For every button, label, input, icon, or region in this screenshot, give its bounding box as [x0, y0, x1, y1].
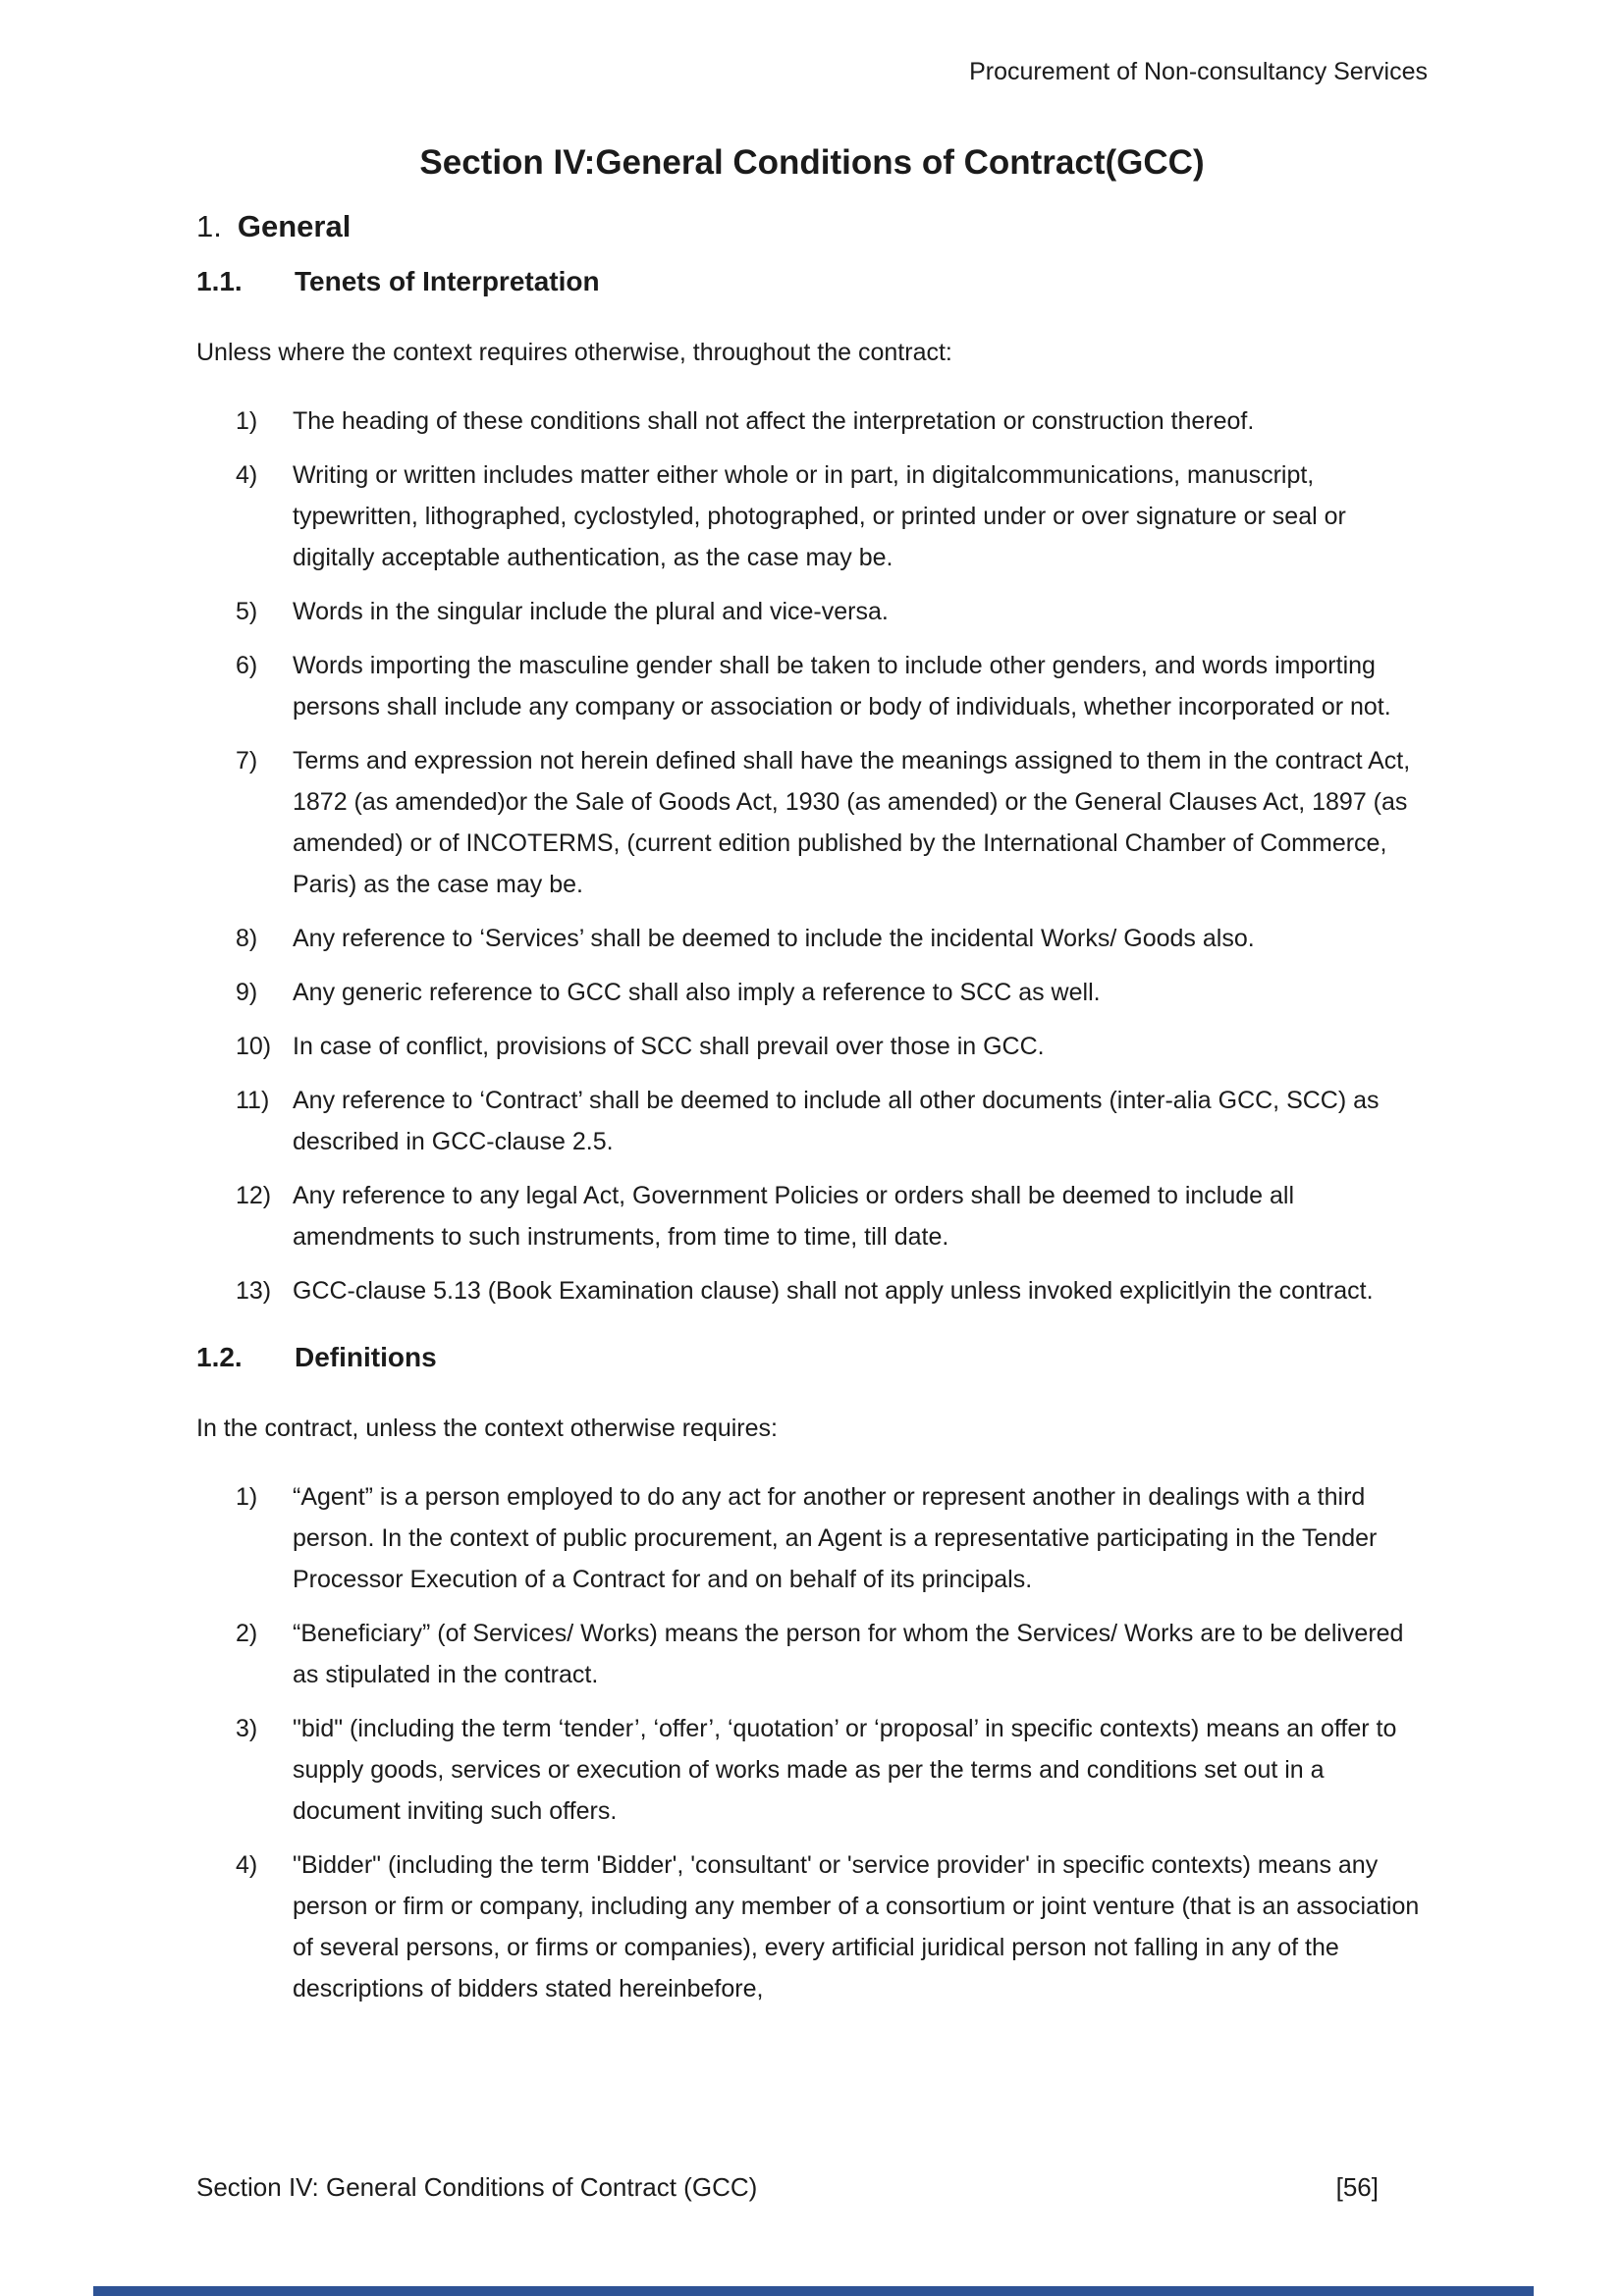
list-item-number: 10) — [236, 1033, 272, 1060]
subsection-1-1-title: Tenets of Interpretation — [295, 266, 600, 296]
subsection-1-1-number: 1.1. — [196, 266, 243, 296]
section-1-title: General — [237, 209, 352, 243]
document-title: Section IV:General Conditions of Contract(GCC) — [419, 143, 1205, 182]
list-item — [196, 1476, 1428, 1600]
list-item-text: "Bidder" (including the term 'Bidder', 'consultant' or 'service provider' in specific contexts) means any person or firm or company, including any member of a consortium or joint venture (that is an association of several persons, or firms or companies), every artificial juridical person not falling in any of the descriptions of bidders stated hereinbefore, — [293, 1851, 1420, 2002]
list-item-number: 5) — [236, 598, 258, 625]
list-item-number: 6) — [236, 652, 258, 679]
list-item-text: “Beneficiary” (of Services/ Works) means the person for whom the Services/ Works are to be delivered as stipulated in the contract. — [293, 1620, 1404, 1688]
footer-page-number: [56] — [1335, 2172, 1379, 2202]
list-item-text: Any reference to ‘Contract’ shall be deemed to include all other documents (inter-alia GCC, SCC) as described in GCC-clause 2.5. — [293, 1087, 1380, 1155]
list-item — [196, 400, 1428, 442]
list-item — [196, 1270, 1428, 1311]
list-item-number: 7) — [236, 747, 258, 774]
list-item-number: 2) — [236, 1620, 258, 1647]
list-item-number: 4) — [236, 461, 258, 489]
section-1-heading — [196, 208, 1428, 245]
list-item-text: “Agent” is a person employed to do any act for another or represent another in dealings with a third person. In the context of public procurement, an Agent is a representative participating in the Tender Processor Execution of a Contract for and on behalf of its principals. — [293, 1483, 1378, 1593]
list-item-text: The heading of these conditions shall not affect the interpretation or construction thereof. — [293, 407, 1255, 435]
subsection-1-1-intro: Unless where the context requires otherwise, throughout the contract: — [196, 339, 952, 366]
list-item-number: 12) — [236, 1182, 272, 1209]
list-item — [196, 591, 1428, 632]
list-item-text: Terms and expression not herein defined shall have the meanings assigned to them in the contract Act, 1872 (as amended)or the Sale of Goods Act, 1930 (as amended) or the General Clauses Act, 1897 (as amended) or of INCOTERMS, (current edition published by the International Chamber of Commerce, Paris) as the case may be. — [293, 747, 1411, 898]
subsection-1-2-intro: In the contract, unless the context otherwise requires: — [196, 1415, 778, 1442]
list-item — [196, 645, 1428, 727]
list-item-number: 11) — [236, 1087, 270, 1114]
list-item-number: 1) — [236, 407, 258, 435]
definitions-list — [196, 1476, 1428, 2009]
list-item — [196, 972, 1428, 1013]
list-item — [196, 918, 1428, 959]
footer-section-title: Section IV: General Conditions of Contract (GCC) — [196, 2172, 758, 2202]
list-item — [196, 1844, 1428, 2009]
list-item — [196, 740, 1428, 905]
subsection-1-2-title: Definitions — [295, 1342, 437, 1372]
list-item-text: In case of conflict, provisions of SCC shall prevail over those in GCC. — [293, 1033, 1045, 1060]
list-item-text: Any generic reference to GCC shall also imply a reference to SCC as well. — [293, 979, 1101, 1006]
list-item-number: 1) — [236, 1483, 258, 1511]
section-1-number: 1. — [196, 209, 222, 243]
list-item — [196, 1175, 1428, 1257]
list-item — [196, 1708, 1428, 1832]
subsection-1-2-heading — [196, 1341, 1428, 1374]
bottom-blue-bar — [93, 2286, 1534, 2296]
subsection-1-2-number: 1.2. — [196, 1342, 243, 1372]
page-header — [196, 57, 1428, 86]
tenets-list — [196, 400, 1428, 1311]
list-item-text: Any reference to any legal Act, Government Policies or orders shall be deemed to include all amendments to such instruments, from time to time, till date. — [293, 1182, 1294, 1251]
list-item-text: Words in the singular include the plural and vice-versa. — [293, 598, 889, 625]
list-item-text: "bid" (including the term ‘tender’, ‘offer’, ‘quotation’ or ‘proposal’ in specific contexts) means an offer to supply goods, services or execution of works made as per the terms and conditions set out in a document inviting such offers. — [293, 1715, 1397, 1825]
list-item — [196, 1080, 1428, 1162]
list-item-text: Words importing the masculine gender shall be taken to include other genders, and words importing persons shall include any company or association or body of individuals, whether incorporated or not. — [293, 652, 1391, 721]
list-item-number: 4) — [236, 1851, 258, 1879]
list-item-text: Any reference to ‘Services’ shall be deemed to include the incidental Works/ Goods also. — [293, 925, 1255, 952]
list-item-number: 3) — [236, 1715, 258, 1742]
list-item-text: Writing or written includes matter either whole or in part, in digitalcommunications, manuscript, typewritten, lithographed, cyclostyled, photographed, or printed under or over signature or seal or digitally acceptable authentication, as the case may be. — [293, 461, 1346, 571]
list-item — [196, 1026, 1428, 1067]
list-item-number: 13) — [236, 1277, 272, 1305]
list-item-text: GCC-clause 5.13 (Book Examination clause) shall not apply unless invoked explicitlyin the contract. — [293, 1277, 1374, 1305]
page-footer — [196, 2171, 1428, 2203]
list-item — [196, 454, 1428, 578]
list-item-number: 9) — [236, 979, 258, 1006]
list-item-number: 8) — [236, 925, 258, 952]
list-item — [196, 1613, 1428, 1695]
subsection-1-1-heading — [196, 265, 1428, 298]
header-text: Procurement of Non-consultancy Services — [969, 58, 1428, 85]
